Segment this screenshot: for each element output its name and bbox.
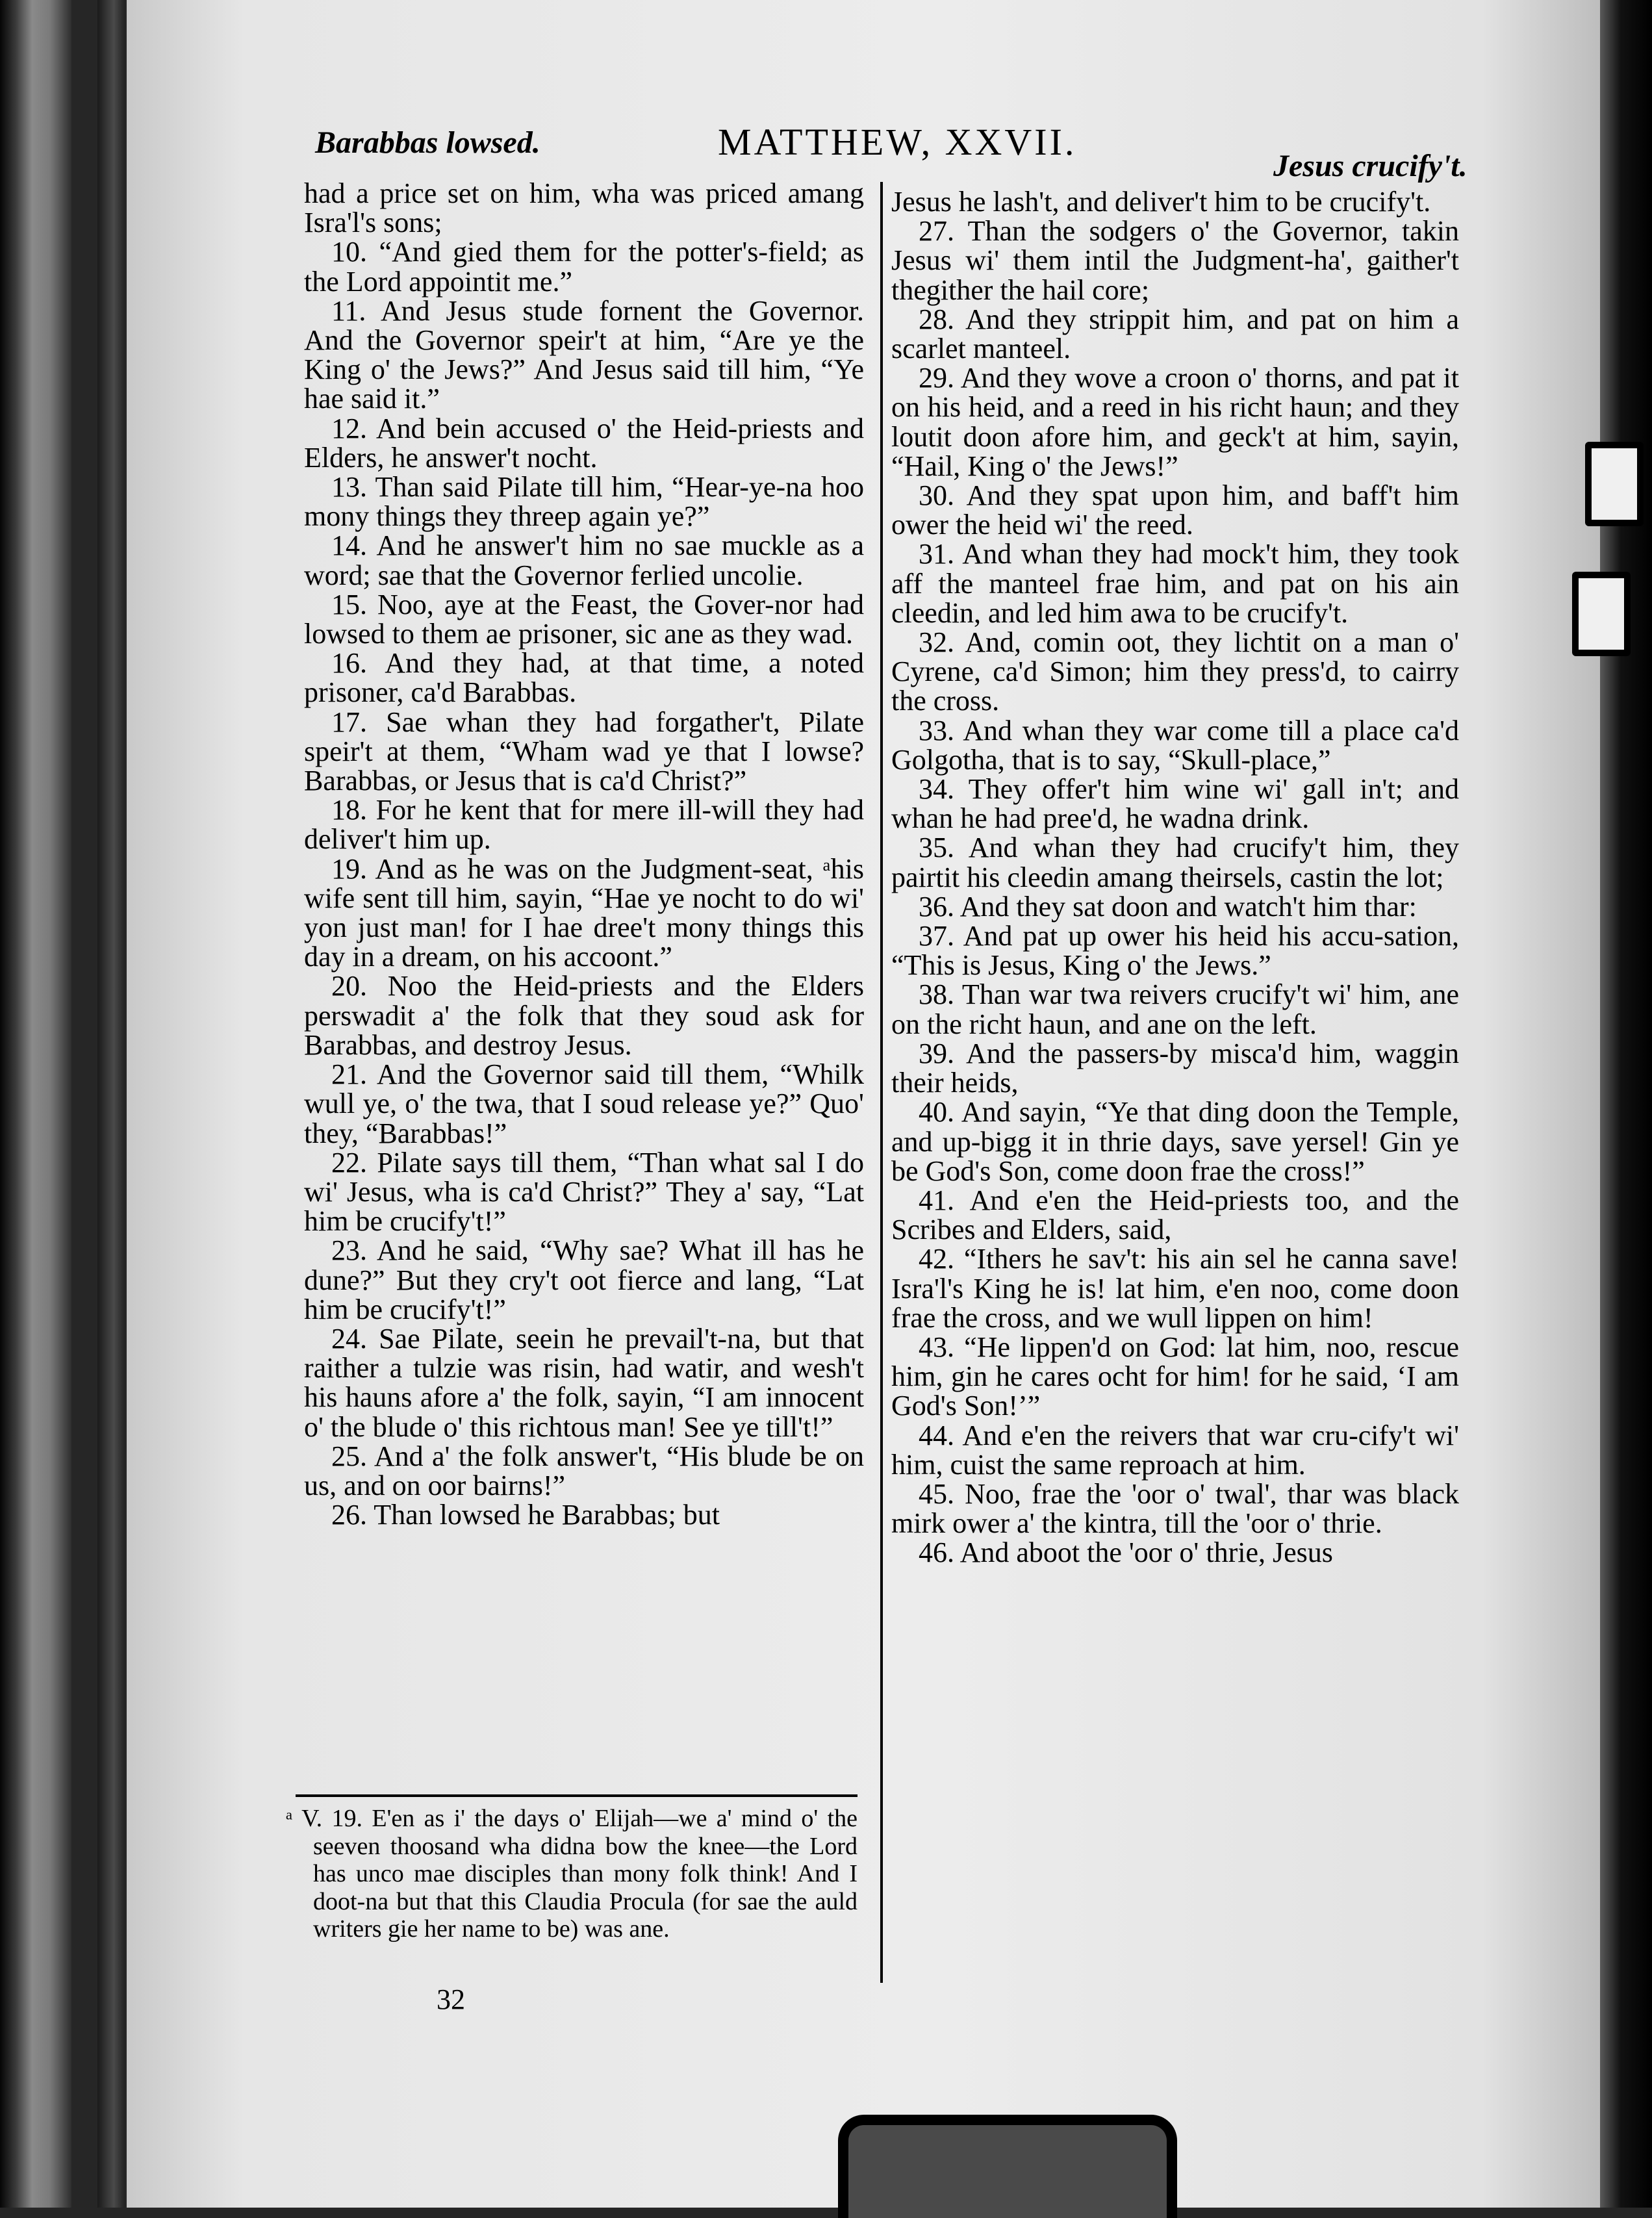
book-edge-left <box>0 0 71 2208</box>
verse: 34. They offer't him wine wi' gall in't; and whan he had pree'd, he wadna drink. <box>891 773 1459 835</box>
verse: had a price set on him, wha was priced amang Isra'l's sons; <box>304 177 864 239</box>
verse: 25. And a' the folk answer't, “His blude be on us, and on oor bairns!” <box>304 1440 864 1501</box>
running-head-right: Jesus crucify't. <box>1273 149 1468 183</box>
running-head-left: Barabbas lowsed. <box>315 125 540 160</box>
verse: 27. Than the sodgers o' the Governor, takin Jesus wi' them intil the Judgment-ha', gaither't thegither the hail core; <box>891 215 1459 306</box>
verse: 43. “He lippen'd on God: lat him, noo, rescue him, gin he cares ocht for him! for he said, ‘I am God's Son!’” <box>891 1331 1459 1422</box>
verse: 12. And bein accused o' the Heid-priests and Elders, he answer't nocht. <box>304 412 864 474</box>
verse: 31. And whan they had mock't him, they took aff the manteel frae him, and pat on his ain cleedin, and led him awa to be crucify't. <box>891 538 1459 629</box>
verse: 44. And e'en the reivers that war cru-cify't wi' him, cuist the same reproach at him. <box>891 1419 1459 1481</box>
verse: 17. Sae whan they had forgather't, Pilate speir't at them, “Wham wad ye that I lowse? Barabbas, or Jesus that is ca'd Christ?” <box>304 706 864 797</box>
verse: 39. And the passers-by misca'd him, waggin their heids, <box>891 1037 1459 1099</box>
verse: 40. And sayin, “Ye that ding doon the Temple, and up-bigg it in thrie days, save yersel! Gin ye be God's Son, come doon frae the cross!” <box>891 1096 1459 1187</box>
verse: 20. Noo the Heid-priests and the Elders perswadit a' the folk that they soud ask for Barabbas, and destroy Jesus. <box>304 970 864 1061</box>
verse: 30. And they spat upon him, and baff't him ower the heid wi' the reed. <box>891 479 1459 541</box>
verse: 15. Noo, aye at the Feast, the Gover-nor had lowsed to them ae prisoner, sic ane as they wad. <box>304 588 864 650</box>
footnote-text: ᵃ V. 19. E'en as i' the days o' Elijah—we a' mind o' the seeven thoosand wha didna bow the knee—the Lord has unco mae disciples than mony folk think! And I doot-na but that this Claudia Procula (for sae the auld writers gie her name to be) was ane. <box>286 1805 858 1943</box>
verse: 32. And, comin oot, they lichtit on a man o' Cyrene, ca'd Simon; him they press'd, to cairry the cross. <box>891 626 1459 717</box>
verse: 16. And they had, at that time, a noted prisoner, ca'd Barabbas. <box>304 647 864 709</box>
column-divider <box>880 182 883 1983</box>
footnote-divider <box>296 1794 858 1797</box>
verse: 21. And the Governor said till them, “Whilk wull ye, o' the twa, that I soud release ye?” Quo' they, “Barabbas!” <box>304 1058 864 1149</box>
verse: 13. Than said Pilate till him, “Hear-ye-na hoo mony things they threep again ye?” <box>304 471 864 533</box>
verse: 46. And aboot the 'oor o' thrie, Jesus <box>919 1536 1333 1569</box>
verse: 33. And whan they war come till a place ca'd Golgotha, that is to say, “Skull-place,” <box>891 714 1459 776</box>
verse: 36. And they sat doon and watch't him thar: <box>919 890 1417 923</box>
verse: 41. And e'en the Heid-priests too, and the Scribes and Elders, said, <box>891 1184 1459 1246</box>
verse: 38. Than war twa reivers crucify't wi' him, ane on the richt haun, and ane on the left. <box>891 978 1459 1040</box>
footnote <box>286 1805 858 1943</box>
verse: 37. And pat up ower his heid his accu-sation, “This is Jesus, King o' the Jews.” <box>891 920 1459 982</box>
verse: 14. And he answer't him no sae muckle as a word; sae that the Governor ferlied uncolie. <box>304 529 864 591</box>
verse: 10. “And gied them for the potter's-field; as the Lord appointit me.” <box>304 236 864 298</box>
page-number: 32 <box>437 1983 465 2015</box>
book-binding <box>97 0 125 2208</box>
verse: 23. And he said, “Why sae? What ill has he dune?” But they cry't oot fierce and lang, “Lat him be crucify't!” <box>304 1234 864 1325</box>
verse: 35. And whan they had crucify't him, they pairtit his cleedin amang theirsels, castin the lot; <box>891 832 1459 893</box>
verse: 11. And Jesus stude fornent the Governor. And the Governor speir't at him, “Are ye the King o' the Jews?” And Jesus said till him, “Ye hae said it.” <box>304 294 864 415</box>
verse: 26. Than lowsed he Barabbas; but <box>331 1499 720 1531</box>
paper-clip-icon <box>1572 572 1631 656</box>
book-edge-right <box>1600 0 1652 2208</box>
verse: 45. Noo, frae the 'oor o' twal', thar was black mirk ower a' the kintra, till the 'oor o' thrie. <box>891 1477 1459 1540</box>
verse: 19. And as he was on the Judgment-seat, ᵃhis wife sent till him, sayin, “Hae ye nocht to do wi' yon just man! for I hae dree't mony things this day in a dream, on his accoont.” <box>304 852 864 973</box>
verse: Jesus he lash't, and deliver't him to be crucify't. <box>891 186 1431 218</box>
text-column-right <box>891 187 1459 1568</box>
verse: 24. Sae Pilate, seein he prevail't-na, but that raither a tulzie was risin, had watir, and wesh't his hauns afore a' the folk, sayin, “I am innocent o' the blude o' this richtous man! See ye till't!” <box>304 1322 864 1443</box>
scanner-tab-icon <box>838 2115 1177 2218</box>
page-title: MATTHEW, XXVII. <box>718 121 1077 163</box>
verse: 42. “Ithers he sav't: his ain sel he canna save! Isra'l's King he is! lat him, e'en noo, come doon frae the cross, and we wull lippen on him! <box>891 1243 1459 1334</box>
verse: 28. And they strippit him, and pat on him a scarlet manteel. <box>891 303 1459 365</box>
verse: 18. For he kent that for mere ill-will they had deliver't him up. <box>304 794 864 856</box>
text-column-left <box>304 179 864 1529</box>
paper-clip-icon <box>1585 442 1644 526</box>
verse: 22. Pilate says till them, “Than what sal I do wi' Jesus, wha is ca'd Christ?” They a' say, “Lat him be crucify't!” <box>304 1146 864 1238</box>
verse: 29. And they wove a croon o' thorns, and pat it on his heid, and a reed in his richt haun; and they loutit doon afore him, and geck't at him, sayin, “Hail, King o' the Jews!” <box>891 362 1459 482</box>
